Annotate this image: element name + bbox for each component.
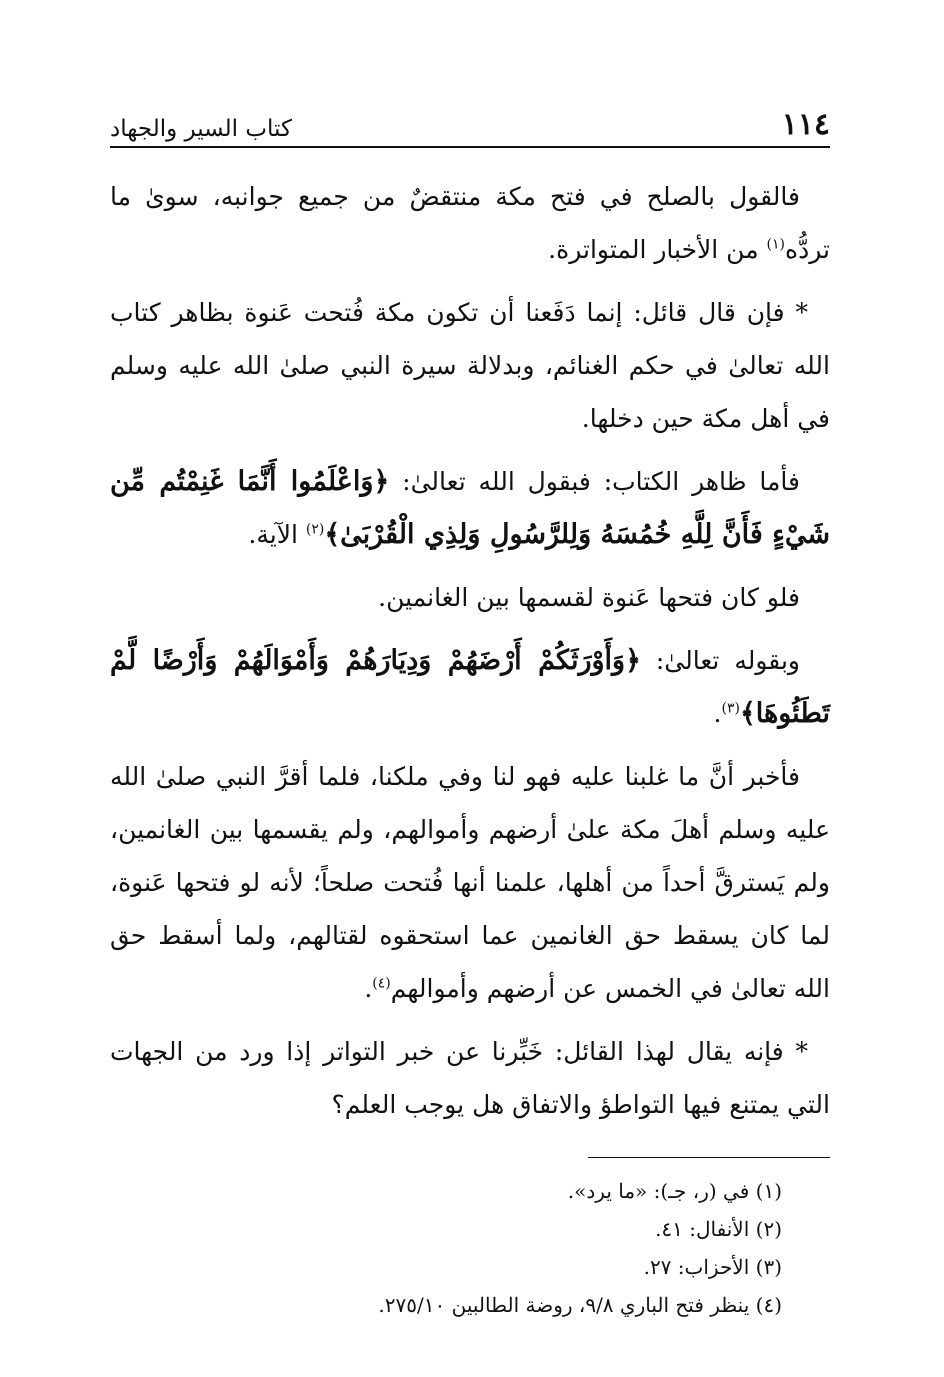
footnote: (١) في (ر، جـ): «ما يرد». xyxy=(567,1179,782,1203)
paragraph-text: . xyxy=(364,974,373,1003)
paragraph xyxy=(110,750,830,1015)
quran-verse: ﴿وَاعْلَمُوا أَنَّمَا غَنِمْتُم مِّن شَيْءٍ فَأَنَّ لِلَّهِ خُمُسَهُ وَلِلرَّسُولِ وَلِذِي الْقُرْبَىٰ﴾ xyxy=(110,466,830,550)
footnote: (٢) الأنفال: ٤١. xyxy=(655,1217,782,1241)
paragraph xyxy=(110,571,830,624)
paragraph-text: الآية. xyxy=(248,520,306,549)
footnote-divider xyxy=(588,1157,830,1158)
footnote-ref: (٤) xyxy=(372,975,391,992)
paragraph-text: فأما ظاهر الكتاب: فبقول الله تعالىٰ: xyxy=(389,467,800,496)
page-number: ١١٤ xyxy=(781,107,830,142)
paragraph xyxy=(110,286,830,445)
footnotes xyxy=(110,1172,830,1324)
main-text xyxy=(110,170,830,1131)
running-header xyxy=(110,96,830,148)
paragraph xyxy=(110,1025,830,1131)
footnote: (٤) ينظر فتح الباري ٩/٨، روضة الطالبين ٢٧٥/١٠. xyxy=(378,1293,782,1317)
paragraph xyxy=(110,634,830,740)
quran-verse: ﴿وَأَوْرَثَكُمْ أَرْضَهُمْ وَدِيَارَهُمْ وَأَمْوَالَهُمْ وَأَرْضًا لَّمْ تَطَئُوهَا﴾ xyxy=(110,645,830,729)
paragraph-text: فالقول بالصلح في فتح مكة منتقضٌ من جميع جوانبه، سوىٰ ما تردُّه xyxy=(110,182,830,264)
paragraph-text: فأخبر أنَّ ما غلبنا عليه فهو لنا وفي ملكنا، فلما أقرَّ النبي صلىٰ الله عليه وسلم أهلَ مكة علىٰ أرضهم وأموالهم، ولم يقسمها بين الغانمين، ولم يَسترقَّ أحداً من أهلها، علمنا أنها فُتحت صلحاً؛ لأنه لو فتحها عَنوة، لما كان يسقط حق الغانمين عما استحقوه لقتالهم، ولما أسقط حق الله تعالىٰ في الخمس عن أرضهم وأموالهم xyxy=(110,762,830,1003)
book-page xyxy=(110,96,830,1324)
footnote: (٣) الأحزاب: ٢٧. xyxy=(643,1255,782,1279)
paragraph-text: فلو كان فتحها عَنوة لقسمها بين الغانمين. xyxy=(378,583,800,612)
footnote-ref: (١) xyxy=(766,236,786,253)
footnote-ref: (٢) xyxy=(305,521,325,538)
paragraph-text: * فإنه يقال لهذا القائل: خَبِّرنا عن خبر التواتر إذا ورد من الجهات التي يمتنع فيها التواطؤ والاتفاق هل يوجب العلم؟ xyxy=(110,1037,830,1119)
paragraph-text: * فإن قال قائل: إنما دَفَعنا أن تكون مكة فُتحت عَنوة بظاهر كتاب الله تعالىٰ في حكم الغنائم، وبدلالة سيرة النبي صلىٰ الله عليه وسلم في أهل مكة حين دخلها. xyxy=(110,298,830,433)
paragraph xyxy=(110,170,830,276)
paragraph xyxy=(110,455,830,561)
paragraph-text: . xyxy=(713,699,722,728)
paragraph-text: وبقوله تعالىٰ: xyxy=(640,646,800,675)
paragraph-text: من الأخبار المتواترة. xyxy=(548,235,767,264)
footnote-ref: (٣) xyxy=(721,700,740,717)
book-title: كتاب السير والجهاد xyxy=(110,116,292,142)
